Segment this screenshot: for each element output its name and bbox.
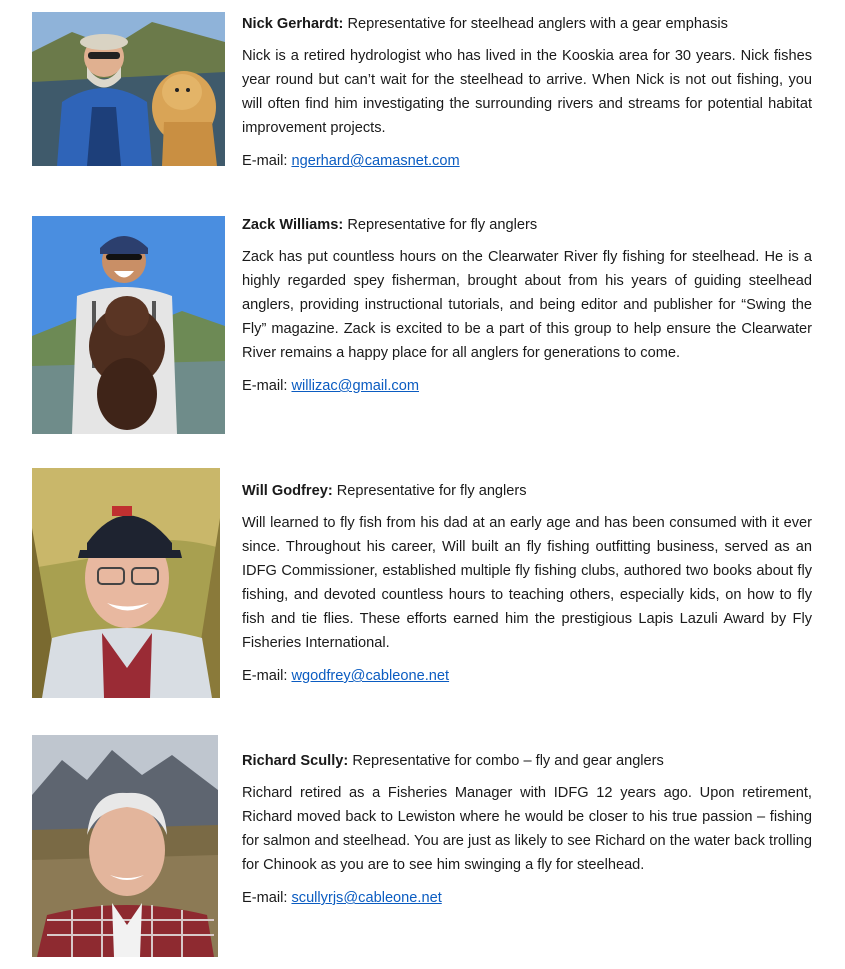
profile-role: Representative for steelhead anglers with a gear emphasis (347, 16, 728, 32)
profile-email-line (242, 664, 812, 688)
profile-role: Representative for fly anglers (336, 483, 527, 499)
profile-bio: Zack has put countless hours on the Clearwater River fly fishing for steelhead. He is a highly regarded spey fisherman, brought about from his years of guiding steelhead anglers, providing instructional tutorials, and being editor and publisher for “Swing the Fly” magazine. Zack is excited to be a part of this group to help ensure the Clearwater River remains a happy place for all anglers for generations to come. (242, 249, 812, 361)
profile-name: Will Godfrey: (242, 483, 333, 499)
profile-photo (32, 216, 225, 434)
email-link[interactable]: willizac@gmail.com (291, 378, 420, 394)
profile-text (242, 749, 812, 910)
email-label: E-mail: (242, 668, 288, 684)
profile-photo (32, 468, 220, 698)
profile-heading (242, 12, 812, 36)
email-link[interactable]: scullyrjs@cableone.net (291, 890, 442, 906)
profile-text (242, 213, 812, 398)
profile-photo (32, 735, 218, 957)
profile-bio: Richard retired as a Fisheries Manager with IDFG 12 years ago. Upon retirement, Richard moved back to Lewiston where he would be closer to his true passion – fishing for salmon and steelhead. You are just as likely to see Richard on the water back trolling for Chinook as you are to see him swinging a fly for steelhead. (242, 785, 812, 873)
email-link[interactable]: wgodfrey@cableone.net (291, 668, 450, 684)
profile-bio: Nick is a retired hydrologist who has lived in the Kooskia area for 30 years. Nick fishes year round but can’t wait for the steelhead to arrive. When Nick is not out fishing, you will often find him investigating the surrounding rivers and streams for potential habitat improvement projects. (242, 48, 812, 136)
email-label: E-mail: (242, 378, 288, 394)
profile-email-line (242, 374, 812, 398)
email-link[interactable]: ngerhard@camasnet.com (291, 153, 460, 169)
profile-email-line (242, 149, 812, 173)
profile-text (242, 479, 812, 688)
profile-name: Zack Williams: (242, 217, 344, 233)
profile-bio: Will learned to fly fish from his dad at an early age and has been consumed with it ever since. Throughout his career, Will built an fly fishing outfitting business, served as an IDFG Commissioner, established multiple fly fishing clubs, authored two books about fly fishing, and devoted countless hours to teaching others, especially kids, on how to fly fish and tie flies. These efforts earned him the prestigious Lapis Lazuli Award by Fly Fisheries International. (242, 515, 812, 651)
profile-photo (32, 12, 225, 166)
profile-heading (242, 749, 812, 773)
profile-text (242, 12, 812, 173)
email-label: E-mail: (242, 153, 288, 169)
profile-name: Nick Gerhardt: (242, 16, 344, 32)
email-label: E-mail: (242, 890, 288, 906)
profile-role: Representative for fly anglers (347, 217, 538, 233)
profile-heading (242, 213, 812, 237)
profile-heading (242, 479, 812, 503)
profile-email-line (242, 886, 812, 910)
profile-role: Representative for combo – fly and gear anglers (352, 753, 664, 769)
profile-name: Richard Scully: (242, 753, 349, 769)
